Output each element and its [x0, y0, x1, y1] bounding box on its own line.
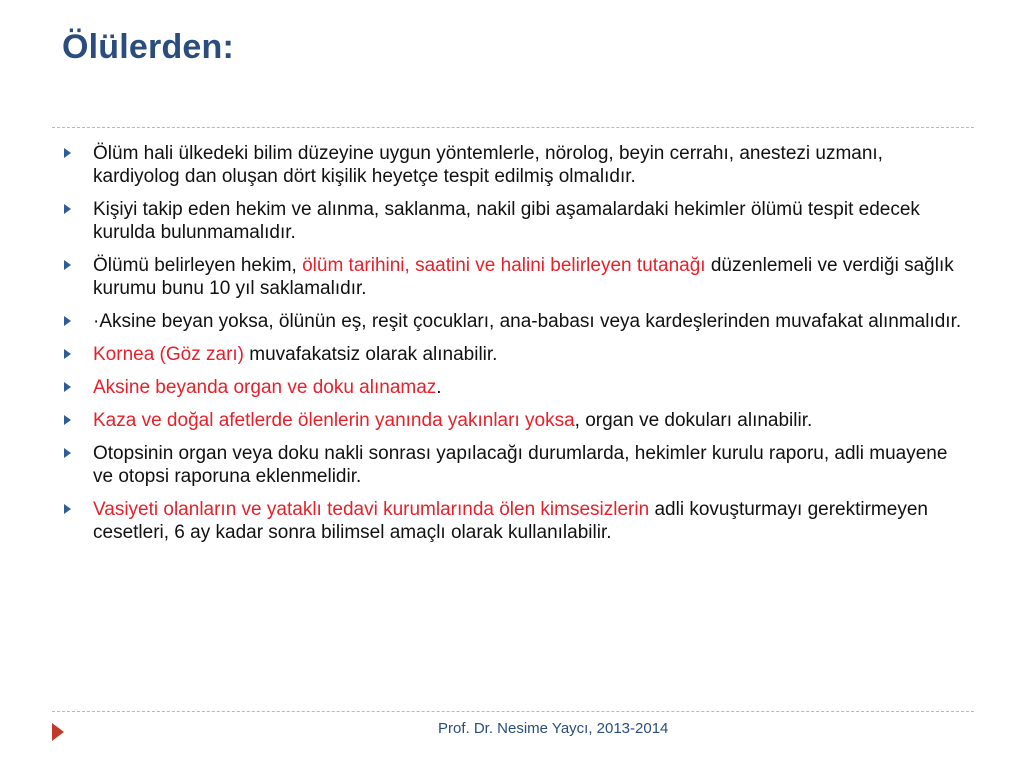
bullet-arrow-icon	[64, 260, 71, 270]
bullet-highlight-text: ölüm tarihini, saatini ve halini belirleyen tutanağı	[302, 255, 706, 276]
slide-title: Ölülerden:	[62, 28, 235, 66]
bullet-highlight-text: Aksine beyanda organ ve doku alınamaz	[93, 377, 437, 398]
bullet-item	[64, 376, 964, 399]
bullet-text: ·Aksine beyan yoksa, ölünün eş, reşit çocukları, ana-babası veya kardeşlerinden muvafakat alınmalıdır.	[93, 311, 962, 332]
top-divider	[52, 127, 974, 128]
bullet-item	[64, 343, 964, 366]
bullet-text: muvafakatsiz olarak alınabilir.	[244, 344, 498, 365]
bullet-text: Kişiyi takip eden hekim ve alınma, saklanma, nakil gibi aşamalardaki hekimler ölümü tespit edecek kurulda bulunmamalıdır.	[93, 199, 920, 243]
bullet-text: .	[436, 377, 442, 398]
footer-arrow-icon	[52, 723, 64, 741]
bullet-item	[64, 310, 964, 333]
bullet-highlight-text: Vasiyeti olanların ve yataklı tedavi kurumlarında ölen kimsesizlerin	[93, 499, 650, 520]
bullet-arrow-icon	[64, 448, 71, 458]
bullet-text: düzenlemeli ve verdiği sağlık kurumu bunu 10 yıl saklamalıdır.	[93, 255, 954, 299]
bottom-divider	[52, 711, 974, 712]
bullet-item	[64, 198, 964, 244]
bullet-arrow-icon	[64, 382, 71, 392]
bullet-arrow-icon	[64, 316, 71, 326]
bullet-arrow-icon	[64, 148, 71, 158]
bullet-arrow-icon	[64, 504, 71, 514]
bullet-arrow-icon	[64, 349, 71, 359]
bullet-highlight-text: Kaza ve doğal afetlerde ölenlerin yanında yakınları yoksa	[93, 410, 575, 431]
bullet-text: Otopsinin organ veya doku nakli sonrası yapılacağı durumlarda, hekimler kurulu raporu, adli muayene ve otopsi raporuna eklenmelidir.	[93, 443, 948, 487]
bullet-text: Ölüm hali ülkedeki bilim düzeyine uygun yöntemlerle, nörolog, beyin cerrahı, anestezi uzmanı, kardiyolog dan oluşan dört kişilik heyetçe tespit edilmiş olmalıdır.	[93, 143, 883, 187]
bullet-list	[64, 142, 964, 554]
bullet-item	[64, 442, 964, 488]
bullet-item	[64, 498, 964, 544]
bullet-text: , organ ve dokuları alınabilir.	[574, 410, 813, 431]
bullet-text: Ölümü belirleyen hekim,	[93, 255, 303, 276]
bullet-highlight-text: Kornea (Göz zarı)	[93, 344, 244, 365]
bullet-item	[64, 142, 964, 188]
bullet-arrow-icon	[64, 415, 71, 425]
bullet-text: adli kovuşturmayı gerektirmeyen cesetleri, 6 ay kadar sonra bilimsel amaçlı olarak kullanılabilir.	[93, 499, 928, 543]
bullet-item	[64, 254, 964, 300]
bullet-arrow-icon	[64, 204, 71, 214]
slide-footer: Prof. Dr. Nesime Yaycı, 2013-2014	[438, 720, 669, 737]
bullet-item	[64, 409, 964, 432]
